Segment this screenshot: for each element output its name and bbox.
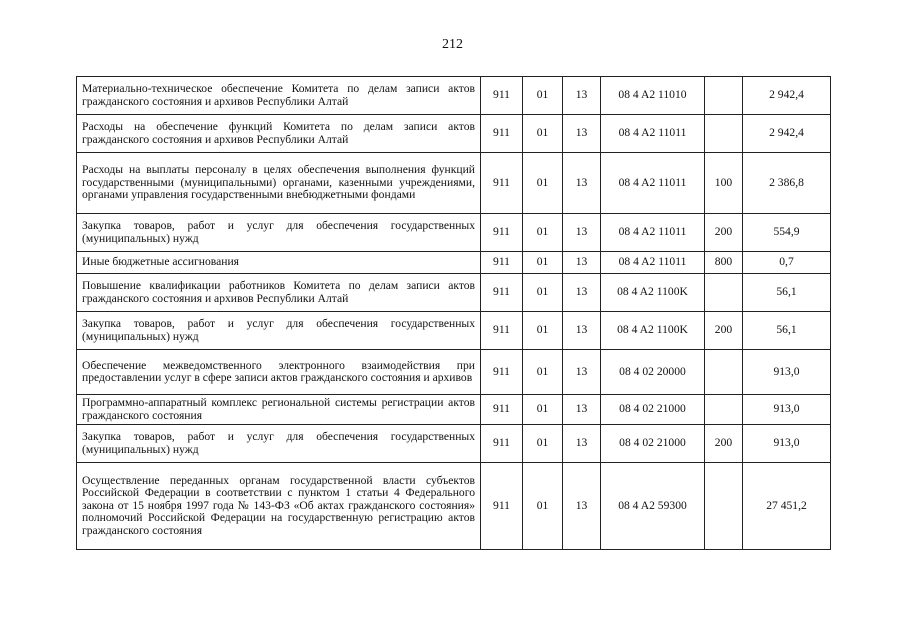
target-article-code: 08 4 A2 1100K	[601, 312, 705, 350]
target-article-code: 08 4 A2 11011	[601, 214, 705, 252]
amount: 27 451,2	[743, 463, 831, 550]
expense-type-code	[705, 274, 743, 312]
expense-type-code: 200	[705, 312, 743, 350]
table-row	[77, 274, 831, 312]
expense-type-code: 200	[705, 425, 743, 463]
amount: 554,9	[743, 214, 831, 252]
table-row	[77, 350, 831, 395]
expense-type-code	[705, 395, 743, 425]
row-name: Расходы на обеспечение функций Комитета по делам записи актов гражданского состояния и архивов Республики Алтай	[77, 115, 481, 153]
section-code: 01	[523, 463, 563, 550]
target-article-code: 08 4 02 21000	[601, 425, 705, 463]
ministry-code: 911	[481, 153, 523, 214]
table-row	[77, 425, 831, 463]
section-code: 01	[523, 214, 563, 252]
expense-type-code	[705, 77, 743, 115]
section-code: 01	[523, 350, 563, 395]
expense-type-code: 100	[705, 153, 743, 214]
section-code: 01	[523, 395, 563, 425]
expense-type-code: 200	[705, 214, 743, 252]
row-name: Закупка товаров, работ и услуг для обеспечения государственных (муниципальных) нужд	[77, 425, 481, 463]
ministry-code: 911	[481, 395, 523, 425]
expense-type-code: 800	[705, 252, 743, 274]
row-name: Иные бюджетные ассигнования	[77, 252, 481, 274]
row-name: Материально-техническое обеспечение Комитета по делам записи актов гражданского состояния и архивов Республики Алтай	[77, 77, 481, 115]
ministry-code: 911	[481, 214, 523, 252]
amount: 913,0	[743, 395, 831, 425]
subsection-code: 13	[563, 214, 601, 252]
section-code: 01	[523, 252, 563, 274]
target-article-code: 08 4 02 20000	[601, 350, 705, 395]
amount: 56,1	[743, 312, 831, 350]
amount: 2 942,4	[743, 77, 831, 115]
budget-table	[76, 76, 831, 550]
ministry-code: 911	[481, 252, 523, 274]
ministry-code: 911	[481, 77, 523, 115]
section-code: 01	[523, 77, 563, 115]
target-article-code: 08 4 A2 1100K	[601, 274, 705, 312]
subsection-code: 13	[563, 350, 601, 395]
row-name: Обеспечение межведомственного электронного взаимодействия при предоставлении услуг в сфере записи актов гражданского состояния и архивов	[77, 350, 481, 395]
subsection-code: 13	[563, 425, 601, 463]
amount: 56,1	[743, 274, 831, 312]
ministry-code: 911	[481, 274, 523, 312]
subsection-code: 13	[563, 312, 601, 350]
amount: 2 386,8	[743, 153, 831, 214]
table-row	[77, 312, 831, 350]
target-article-code: 08 4 A2 11011	[601, 153, 705, 214]
section-code: 01	[523, 153, 563, 214]
target-article-code: 08 4 A2 11011	[601, 252, 705, 274]
ministry-code: 911	[481, 115, 523, 153]
table-row	[77, 115, 831, 153]
ministry-code: 911	[481, 350, 523, 395]
ministry-code: 911	[481, 463, 523, 550]
table-body	[77, 77, 831, 550]
subsection-code: 13	[563, 252, 601, 274]
row-name: Расходы на выплаты персоналу в целях обеспечения выполнения функций государственными (муниципальными) органами, казенными учреждениями, органами управления государственными внебюджетными фондами	[77, 153, 481, 214]
page-number: 212	[442, 37, 463, 52]
row-name: Повышение квалификации работников Комитета по делам записи актов гражданского состояния и архивов Республики Алтай	[77, 274, 481, 312]
section-code: 01	[523, 274, 563, 312]
subsection-code: 13	[563, 395, 601, 425]
table-row	[77, 214, 831, 252]
table-row	[77, 252, 831, 274]
expense-type-code	[705, 115, 743, 153]
table-row	[77, 395, 831, 425]
amount: 913,0	[743, 350, 831, 395]
row-name: Программно-аппаратный комплекс региональной системы регистрации актов гражданского состояния	[77, 395, 481, 425]
expense-type-code	[705, 463, 743, 550]
subsection-code: 13	[563, 153, 601, 214]
section-code: 01	[523, 425, 563, 463]
subsection-code: 13	[563, 77, 601, 115]
row-name: Осуществление переданных органам государственной власти субъектов Российской Федерации в соответствии с пунктом 1 статьи 4 Федерального закона от 15 ноября 1997 года № 143-ФЗ «Об актах гражданского состояния» полномочий Российской Федерации на государственную регистрацию актов гражданского состояния	[77, 463, 481, 550]
row-name: Закупка товаров, работ и услуг для обеспечения государственных (муниципальных) нужд	[77, 214, 481, 252]
table-row	[77, 463, 831, 550]
subsection-code: 13	[563, 115, 601, 153]
subsection-code: 13	[563, 274, 601, 312]
amount: 0,7	[743, 252, 831, 274]
subsection-code: 13	[563, 463, 601, 550]
amount: 913,0	[743, 425, 831, 463]
section-code: 01	[523, 115, 563, 153]
target-article-code: 08 4 A2 11010	[601, 77, 705, 115]
section-code: 01	[523, 312, 563, 350]
target-article-code: 08 4 02 21000	[601, 395, 705, 425]
ministry-code: 911	[481, 425, 523, 463]
target-article-code: 08 4 A2 11011	[601, 115, 705, 153]
ministry-code: 911	[481, 312, 523, 350]
amount: 2 942,4	[743, 115, 831, 153]
table-row	[77, 153, 831, 214]
expense-type-code	[705, 350, 743, 395]
target-article-code: 08 4 A2 59300	[601, 463, 705, 550]
table-row	[77, 77, 831, 115]
row-name: Закупка товаров, работ и услуг для обеспечения государственных (муниципальных) нужд	[77, 312, 481, 350]
